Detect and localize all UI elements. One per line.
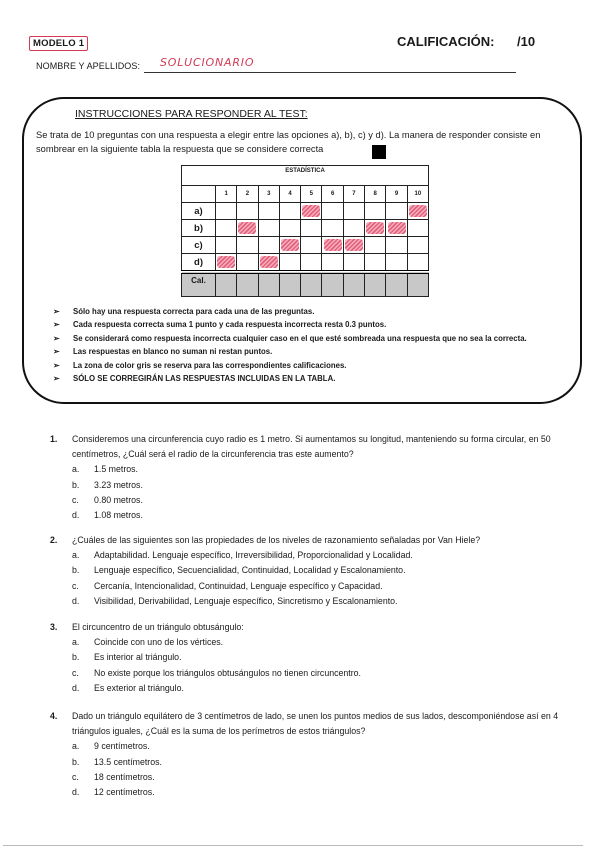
column-header: 8	[365, 186, 386, 203]
answer-cell[interactable]	[386, 203, 407, 220]
question-number: 4.	[50, 711, 58, 721]
grade-cell	[279, 272, 300, 297]
question-text: El circuncentro de un triángulo obtusángulo:	[72, 622, 244, 632]
grade-cell	[301, 272, 322, 297]
arrow-bullet-icon: ➢	[53, 374, 60, 384]
shaded-mark	[281, 239, 299, 251]
column-header: 7	[343, 186, 364, 203]
rule-item: ➢ SÓLO SE CORREGIRÁN LAS RESPUESTAS INCLUIDAS EN LA TABLA.	[53, 372, 573, 385]
option: c. No existe porque los triángulos obtusángulos no tienen circuncentro.	[72, 667, 362, 678]
answer-cell-marked[interactable]	[343, 237, 364, 254]
answer-cell[interactable]	[407, 254, 428, 273]
answer-cell-marked[interactable]	[216, 254, 237, 273]
options-list	[50, 548, 590, 609]
answer-cell[interactable]	[279, 203, 300, 220]
answer-cell[interactable]	[216, 203, 237, 220]
column-header: 9	[386, 186, 407, 203]
answer-row-d	[182, 254, 429, 273]
question-number: 2.	[50, 535, 58, 545]
arrow-bullet-icon: ➢	[53, 307, 60, 316]
option: d. Visibilidad, Derivabilidad, Lenguaje específico, Sincretismo y Escalonamiento.	[72, 595, 398, 606]
answer-cell[interactable]	[407, 220, 428, 237]
answer-cell[interactable]	[258, 237, 279, 254]
name-field-line[interactable]	[144, 72, 516, 73]
answer-cell[interactable]	[386, 237, 407, 254]
arrow-bullet-icon: ➢	[53, 347, 60, 357]
shaded-mark	[260, 256, 278, 268]
option: b. 3.23 metros.	[72, 479, 143, 490]
instructions-text: Se trata de 10 preguntas con una respuesta a elegir entre las opciones a), b), c) y d). La manera de responder consiste en sombrear en la siguiente tabla la respuesta que se considere correcta	[36, 130, 541, 154]
column-header: 6	[322, 186, 343, 203]
row-label: d)	[182, 254, 216, 273]
answer-cell[interactable]	[407, 237, 428, 254]
rule-item: ➢ La zona de color gris se reserva para las correspondientes calificaciones.	[53, 359, 573, 372]
question-text: Consideremos una circunferencia cuyo radio es 1 metro. Si aumentamos su longitud, manteniendo su forma circular, en 50 centímetros, ¿Cuál será el radio de la circunferencia tras este aumento?	[72, 434, 551, 460]
answer-cell[interactable]	[322, 203, 343, 220]
grade-cell	[386, 272, 407, 297]
shaded-mark	[324, 239, 342, 251]
row-label: c)	[182, 237, 216, 254]
answer-cell[interactable]	[343, 220, 364, 237]
answer-cell[interactable]	[365, 254, 386, 273]
grade-cell	[258, 272, 279, 297]
shaded-mark	[302, 205, 320, 217]
rule-item: ➢ Se considerará como respuesta incorrecta cualquier caso en el que esté sombreada una respuesta que no sea la correcta.	[53, 332, 573, 345]
answer-cell-marked[interactable]	[237, 220, 258, 237]
answer-cell[interactable]	[322, 254, 343, 273]
question-text: ¿Cuáles de las siguientes son las propiedades de los niveles de razonamiento señaladas por Van Hiele?	[72, 535, 481, 545]
answer-cell[interactable]	[216, 237, 237, 254]
option: b. Es interior al triángulo.	[72, 652, 182, 663]
option: b. 13.5 centímetros.	[72, 756, 162, 767]
answer-cell[interactable]	[343, 254, 364, 273]
instructions-title: INSTRUCCIONES PARA RESPONDER AL TEST:	[75, 108, 308, 120]
name-label: NOMBRE Y APELLIDOS:	[36, 61, 141, 71]
answer-cell-marked[interactable]	[322, 237, 343, 254]
option: c. 18 centímetros.	[72, 771, 155, 782]
column-header: 5	[301, 186, 322, 203]
answer-cell[interactable]	[365, 237, 386, 254]
question-1	[50, 432, 590, 523]
column-header: 10	[407, 186, 428, 203]
answer-cell[interactable]	[279, 220, 300, 237]
answer-table-title: ESTADÍSTICA	[182, 166, 429, 186]
option: a. 9 centímetros.	[72, 741, 150, 752]
grade-cell	[237, 272, 258, 297]
answer-row-c	[182, 237, 429, 254]
option: d. Es exterior al triángulo.	[72, 682, 184, 693]
question-number: 1.	[50, 434, 58, 444]
arrow-bullet-icon: ➢	[53, 320, 60, 330]
option: a. 1.5 metros.	[72, 464, 139, 475]
page-bottom-divider	[3, 845, 583, 846]
arrow-bullet-icon: ➢	[53, 333, 60, 343]
answer-cell-marked[interactable]	[301, 203, 322, 220]
grade-total: /10	[517, 34, 536, 49]
row-label: b)	[182, 220, 216, 237]
shaded-mark	[238, 222, 256, 234]
rule-item: ➢ Cada respuesta correcta suma 1 punto y cada respuesta incorrecta resta 0.3 puntos.	[53, 318, 573, 331]
option: c. Cercanía, Intencionalidad, Continuidad, Lenguaje específico y Capacidad.	[72, 580, 383, 591]
answer-cell[interactable]	[237, 203, 258, 220]
answer-row-b	[182, 220, 429, 237]
answer-cell-marked[interactable]	[258, 254, 279, 273]
shaded-mark	[345, 239, 363, 251]
grade-cell	[343, 272, 364, 297]
shaded-mark	[366, 222, 384, 234]
answer-cell[interactable]	[237, 254, 258, 273]
answer-cell[interactable]	[301, 237, 322, 254]
answer-cell-marked[interactable]	[407, 203, 428, 220]
answer-row-a	[182, 203, 429, 220]
answer-cell-marked[interactable]	[386, 220, 407, 237]
option: b. Lenguaje específico, Secuencialidad, Continuidad, Localidad y Escalonamiento.	[72, 565, 406, 576]
grade-cell	[322, 272, 343, 297]
shading-example-square	[372, 145, 386, 159]
option: a. Coincide con uno de los vértices.	[72, 637, 224, 648]
grade-cell	[407, 272, 428, 297]
arrow-bullet-icon: ➢	[53, 360, 60, 370]
shaded-mark	[217, 256, 235, 268]
grade-row	[182, 272, 429, 297]
answer-cell[interactable]	[237, 237, 258, 254]
answer-table	[181, 165, 429, 297]
answer-cell[interactable]	[258, 203, 279, 220]
question-text: Dado un triángulo equilátero de 3 centímetros de lado, se unen los puntos medios de sus lados, descomponiéndose así en 4 triángulos iguales, ¿Cuál es la suma de los perímetros de estos triángulos?	[72, 711, 559, 737]
question-3	[50, 620, 590, 696]
answer-cell[interactable]	[258, 220, 279, 237]
answer-cell[interactable]	[301, 254, 322, 273]
options-list	[50, 635, 590, 696]
answer-cell[interactable]	[365, 203, 386, 220]
column-header: 3	[258, 186, 279, 203]
rule-item: ➢ Sólo hay una respuesta correcta para cada una de las preguntas.	[53, 305, 573, 318]
question-2	[50, 533, 590, 609]
grade-cell	[216, 272, 237, 297]
question-4	[50, 709, 590, 800]
column-header: 1	[216, 186, 237, 203]
shaded-mark	[409, 205, 427, 217]
answer-cell-marked[interactable]	[279, 237, 300, 254]
column-header: 2	[237, 186, 258, 203]
option: d. 1.08 metros.	[72, 510, 143, 521]
option: d. 12 centímetros.	[72, 787, 155, 798]
grade-label: CALIFICACIÓN:	[397, 34, 495, 49]
answer-cell[interactable]	[343, 203, 364, 220]
grade-cell	[365, 272, 386, 297]
options-list	[50, 739, 590, 800]
question-number: 3.	[50, 622, 58, 632]
option: a. Adaptabilidad. Lenguaje específico, Irreversibilidad, Proporcionalidad y Localidad.	[72, 550, 413, 561]
answer-cell-marked[interactable]	[365, 220, 386, 237]
answer-cell[interactable]	[279, 254, 300, 273]
row-label: a)	[182, 203, 216, 220]
rules-list	[53, 305, 573, 385]
name-value-handwritten: SOLUCIONARIO	[160, 56, 255, 69]
rule-item: ➢ Las respuestas en blanco no suman ni restan puntos.	[53, 345, 573, 358]
column-header: 4	[279, 186, 300, 203]
answer-cell[interactable]	[216, 220, 237, 237]
option: c. 0.80 metros.	[72, 494, 143, 505]
answer-cell[interactable]	[322, 220, 343, 237]
answer-table-header-row	[182, 186, 429, 203]
shaded-mark	[388, 222, 406, 234]
options-list	[50, 462, 590, 523]
answer-cell[interactable]	[386, 254, 407, 273]
answer-cell[interactable]	[301, 220, 322, 237]
model-label: MODELO 1	[29, 36, 88, 51]
grade-row-label: Cal.	[182, 272, 216, 297]
